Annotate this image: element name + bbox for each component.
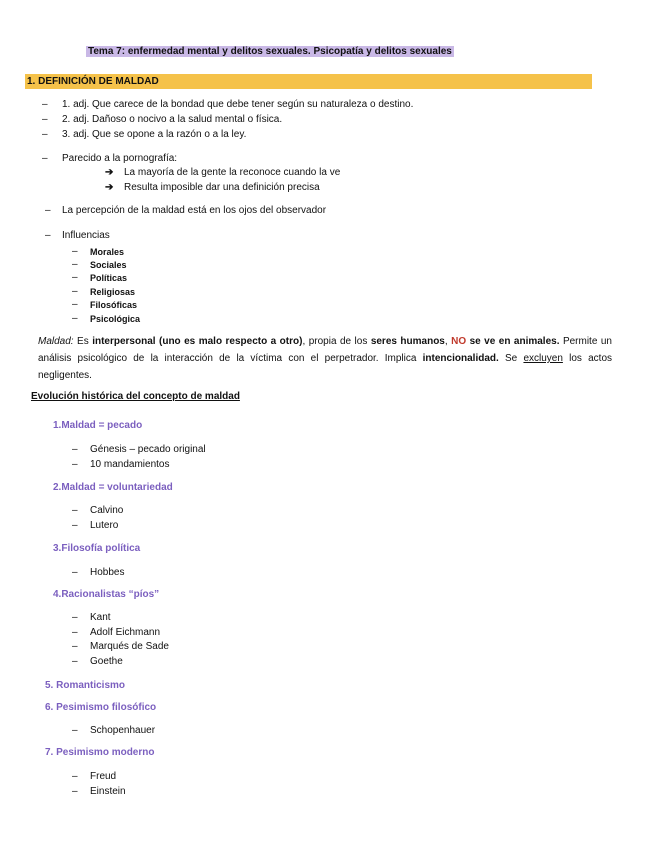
bold-run: intencionalidad.	[422, 353, 499, 364]
red-emphasis: NO	[451, 336, 467, 347]
maldad-paragraph	[38, 333, 612, 384]
evolution-group-title: 4.Racionalistas “píos”	[53, 589, 160, 600]
evolution-group-title: 3.Filosofía política	[53, 543, 141, 554]
dash-icon: –	[72, 567, 78, 578]
influence-item: Sociales	[90, 260, 127, 270]
porn-label: Parecido a la pornografía:	[62, 153, 178, 164]
evolution-group-title: 1.Maldad = pecado	[53, 420, 143, 431]
influences-label: Influencias	[62, 230, 110, 241]
porn-point: La mayoría de la gente la reconoce cuando la ve	[124, 167, 341, 178]
arrow-icon: ➔	[105, 167, 114, 178]
evolution-group-title: 6. Pesimismo filosófico	[45, 702, 157, 713]
evolution-item: Adolf Eichmann	[90, 627, 161, 638]
bold-run: seres humanos	[370, 336, 445, 347]
evolution-item: Lutero	[90, 520, 119, 531]
evolution-item: Hobbes	[90, 567, 125, 578]
evolution-item: Goethe	[90, 656, 123, 667]
evolution-group-title: 5. Romanticismo	[45, 680, 126, 691]
dash-icon: –	[72, 459, 78, 470]
text-run: ,	[444, 336, 452, 347]
definition-item: 2. adj. Dañoso o nocivo a la salud mental o física.	[62, 114, 283, 125]
influence-item: Morales	[90, 247, 125, 257]
dash-icon: –	[72, 246, 78, 257]
perception-text: La percepción de la maldad está en los ojos del observador	[62, 205, 327, 216]
influence-item: Políticas	[90, 273, 128, 283]
porn-point: Resulta imposible dar una definición precisa	[124, 182, 320, 193]
text-run: Se	[498, 353, 524, 364]
dash-icon: –	[42, 129, 48, 140]
dash-icon: –	[72, 444, 78, 455]
dash-icon: –	[72, 259, 78, 270]
dash-icon: –	[45, 205, 51, 216]
dash-icon: –	[72, 313, 78, 324]
section-heading-bar	[25, 74, 592, 89]
dash-icon: –	[72, 286, 78, 297]
paragraph-lead: Maldad:	[38, 336, 74, 347]
evolution-item: Marqués de Sade	[90, 641, 169, 652]
evolution-item: Calvino	[90, 505, 124, 516]
text-run: Es	[73, 336, 93, 347]
dash-icon: –	[45, 230, 51, 241]
dash-icon: –	[42, 114, 48, 125]
evolution-group-title: 2.Maldad = voluntariedad	[53, 482, 173, 493]
dash-icon: –	[72, 786, 78, 797]
evolution-item: Freud	[90, 771, 117, 782]
influence-item: Psicológica	[90, 314, 141, 324]
definition-item: 3. adj. Que se opone a la razón o a la ley.	[62, 129, 247, 140]
evolution-item: Kant	[90, 612, 111, 623]
dash-icon: –	[72, 520, 78, 531]
evolution-heading: Evolución histórica del concepto de maldad	[31, 391, 240, 402]
dash-icon: –	[72, 725, 78, 736]
evolution-item: Génesis – pecado original	[90, 444, 206, 455]
dash-icon: –	[72, 272, 78, 283]
arrow-icon: ➔	[105, 182, 114, 193]
dash-icon: –	[72, 641, 78, 652]
text-run: los actos negligentes.	[38, 353, 613, 381]
dash-icon: –	[72, 656, 78, 667]
page-title: Tema 7: enfermedad mental y delitos sexuales. Psicopatía y delitos sexuales	[88, 46, 452, 57]
definition-item: 1. adj. Que carece de la bondad que debe tener según su naturaleza o destino.	[62, 99, 414, 110]
bold-run: interpersonal (uno es malo respecto a otro)	[92, 336, 303, 347]
influence-item: Filosóficas	[90, 300, 138, 310]
underlined-run: excluyen	[523, 353, 563, 364]
evolution-group-title: 7. Pesimismo moderno	[45, 747, 155, 758]
bold-run: se ve en animales.	[466, 336, 560, 347]
influence-item: Religiosas	[90, 287, 136, 297]
evolution-item: Schopenhauer	[90, 725, 156, 736]
dash-icon: –	[72, 627, 78, 638]
evolution-item: 10 mandamientos	[90, 459, 170, 470]
dash-icon: –	[72, 771, 78, 782]
dash-icon: –	[42, 99, 48, 110]
text-run: Permite un análisis psicológico de la interacción de la víctima con el perpetrador. Implica	[38, 336, 612, 364]
dash-icon: –	[72, 299, 78, 310]
section-heading: 1. DEFINICIÓN DE MALDAD	[27, 76, 159, 87]
dash-icon: –	[72, 612, 78, 623]
text-run: , propia de los	[302, 336, 371, 347]
dash-icon: –	[42, 153, 48, 164]
dash-icon: –	[72, 505, 78, 516]
evolution-item: Einstein	[90, 786, 126, 797]
